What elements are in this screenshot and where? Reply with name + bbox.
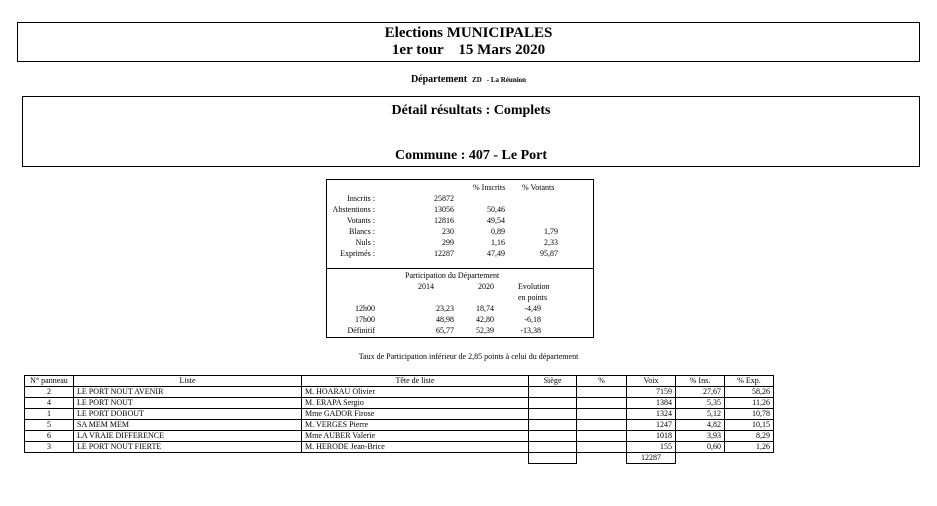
- cell-liste: LA VRAIE DIFFERENCE: [74, 431, 302, 442]
- stats-pct-votants: 2,33: [544, 238, 558, 247]
- results-table: [24, 375, 774, 464]
- participation-evol: -13,38: [520, 326, 541, 335]
- cell-tete: Mme AUBER Valerie: [302, 431, 529, 442]
- cell-voix: 155: [627, 442, 676, 453]
- stats-label: Blancs :: [349, 227, 375, 236]
- totals-row: [25, 453, 774, 464]
- stats-value: 25872: [434, 194, 454, 203]
- page-subtitle: 1er tour 15 Mars 2020: [391, 42, 546, 58]
- col-en-points: en points: [518, 293, 548, 302]
- participation-label: 17h00: [355, 315, 375, 324]
- participation-2020: 42,80: [476, 315, 494, 324]
- cell-pct-ins: 3,93: [676, 431, 725, 442]
- cell-siege: [529, 442, 577, 453]
- participation-label: 12h00: [355, 304, 375, 313]
- title-box: [17, 22, 920, 62]
- col-evolution: Evolution: [518, 282, 550, 291]
- stats-pct-inscrits: 50,46: [487, 205, 505, 214]
- detail-heading: Détail résultats : Complets: [391, 103, 551, 118]
- participation-evol: -4,49: [524, 304, 541, 313]
- stats-value: 13056: [434, 205, 454, 214]
- cell-pct-exp: 58,26: [725, 387, 774, 398]
- stats-value: 12816: [434, 216, 454, 225]
- table-row: [25, 387, 774, 398]
- header-tete: Tête de liste: [302, 376, 529, 387]
- header-pct: %: [577, 376, 627, 387]
- stats-label: Inscrits :: [347, 194, 375, 203]
- header-siege: Siège: [529, 376, 577, 387]
- col-2020: 2020: [478, 282, 494, 291]
- header-pct-ins: % Ins.: [676, 376, 725, 387]
- total-siege: [529, 453, 577, 464]
- cell-panneau: 4: [25, 398, 74, 409]
- cell-panneau: 1: [25, 409, 74, 420]
- cell-voix: 7159: [627, 387, 676, 398]
- departement-label: Département: [410, 74, 468, 85]
- cell-voix: 1324: [627, 409, 676, 420]
- table-row: [25, 442, 774, 453]
- header-liste: Liste: [74, 376, 302, 387]
- cell-tete: M. HOARAU Olivier: [302, 387, 529, 398]
- cell-siege: [529, 409, 577, 420]
- stats-pct-inscrits: 0,89: [491, 227, 505, 236]
- departement-name: - La Réunion: [486, 76, 527, 84]
- cell-voix: 1247: [627, 420, 676, 431]
- cell-pct: [577, 420, 627, 431]
- taux-note: Taux de Participation inférieur de 2,85 points à celui du département: [358, 352, 579, 361]
- header-panneau: N° panneau: [25, 376, 74, 387]
- stats-divider: [327, 268, 593, 269]
- participation-title: Participation du Département: [405, 271, 500, 280]
- participation-2014: 48,98: [436, 315, 454, 324]
- cell-pct-exp: 11,26: [725, 398, 774, 409]
- participation-2014: 65,77: [436, 326, 454, 335]
- cell-panneau: 5: [25, 420, 74, 431]
- page-title: Elections MUNICIPALES: [384, 25, 553, 41]
- stats-pct-inscrits: 47,49: [487, 249, 505, 258]
- cell-pct: [577, 387, 627, 398]
- departement-code: ZD: [472, 76, 482, 84]
- cell-panneau: 6: [25, 431, 74, 442]
- cell-siege: [529, 387, 577, 398]
- total-voix: 12287: [627, 453, 676, 464]
- stats-pct-inscrits: 1,16: [491, 238, 505, 247]
- cell-pct: [577, 409, 627, 420]
- cell-pct-ins: 4,82: [676, 420, 725, 431]
- cell-pct-ins: 5,35: [676, 398, 725, 409]
- commune-title: Commune : 407 - Le Port: [394, 148, 548, 163]
- stats-pct-votants: 95,87: [540, 249, 558, 258]
- stats-box: [326, 179, 594, 338]
- participation-2014: 23,23: [436, 304, 454, 313]
- results-header-row: [25, 376, 774, 387]
- cell-liste: LE PORT DOBOUT: [74, 409, 302, 420]
- stats-value: 230: [442, 227, 454, 236]
- table-row: [25, 420, 774, 431]
- stats-label: Exprimés :: [340, 249, 375, 258]
- cell-tete: M. ERAPA Sergio: [302, 398, 529, 409]
- cell-tete: Mme GADOR Firose: [302, 409, 529, 420]
- cell-siege: [529, 431, 577, 442]
- participation-label: Définitif: [347, 326, 375, 335]
- col-2014: 2014: [418, 282, 434, 291]
- cell-panneau: 2: [25, 387, 74, 398]
- cell-pct: [577, 442, 627, 453]
- header-pct-exp: % Exp.: [725, 376, 774, 387]
- cell-voix: 1018: [627, 431, 676, 442]
- col-pct-inscrits: % Inscrits: [473, 183, 506, 192]
- cell-siege: [529, 420, 577, 431]
- participation-2020: 18,74: [476, 304, 494, 313]
- header-voix: Voix: [627, 376, 676, 387]
- cell-pct: [577, 431, 627, 442]
- stats-pct-votants: 1,79: [544, 227, 558, 236]
- cell-tete: M. HERODE Jean-Brice: [302, 442, 529, 453]
- cell-tete: M. VERGES Pierre: [302, 420, 529, 431]
- departement-line: [0, 74, 937, 85]
- detail-box: [22, 96, 920, 167]
- stats-value: 12287: [434, 249, 454, 258]
- cell-pct-exp: 1,26: [725, 442, 774, 453]
- cell-pct: [577, 398, 627, 409]
- stats-label: Nuls :: [355, 238, 375, 247]
- table-row: [25, 431, 774, 442]
- cell-liste: SA MEM MEM: [74, 420, 302, 431]
- cell-liste: LE PORT NOUT AVENIR: [74, 387, 302, 398]
- cell-pct-ins: 0,60: [676, 442, 725, 453]
- cell-pct-ins: 5,12: [676, 409, 725, 420]
- stats-label: Votants :: [346, 216, 375, 225]
- cell-panneau: 3: [25, 442, 74, 453]
- cell-pct-ins: 27,67: [676, 387, 725, 398]
- stats-value: 299: [442, 238, 454, 247]
- participation-evol: -6,18: [524, 315, 541, 324]
- cell-pct-exp: 8,29: [725, 431, 774, 442]
- cell-liste: LE PORT NOUT: [74, 398, 302, 409]
- col-pct-votants: % Votants: [522, 183, 555, 192]
- cell-siege: [529, 398, 577, 409]
- cell-liste: LE PORT NOUT FIERTE: [74, 442, 302, 453]
- stats-label: Abstentions :: [332, 205, 375, 214]
- participation-2020: 52,39: [476, 326, 494, 335]
- table-row: [25, 398, 774, 409]
- cell-pct-exp: 10,15: [725, 420, 774, 431]
- cell-voix: 1384: [627, 398, 676, 409]
- table-row: [25, 409, 774, 420]
- cell-pct-exp: 10,78: [725, 409, 774, 420]
- stats-pct-inscrits: 49,54: [487, 216, 505, 225]
